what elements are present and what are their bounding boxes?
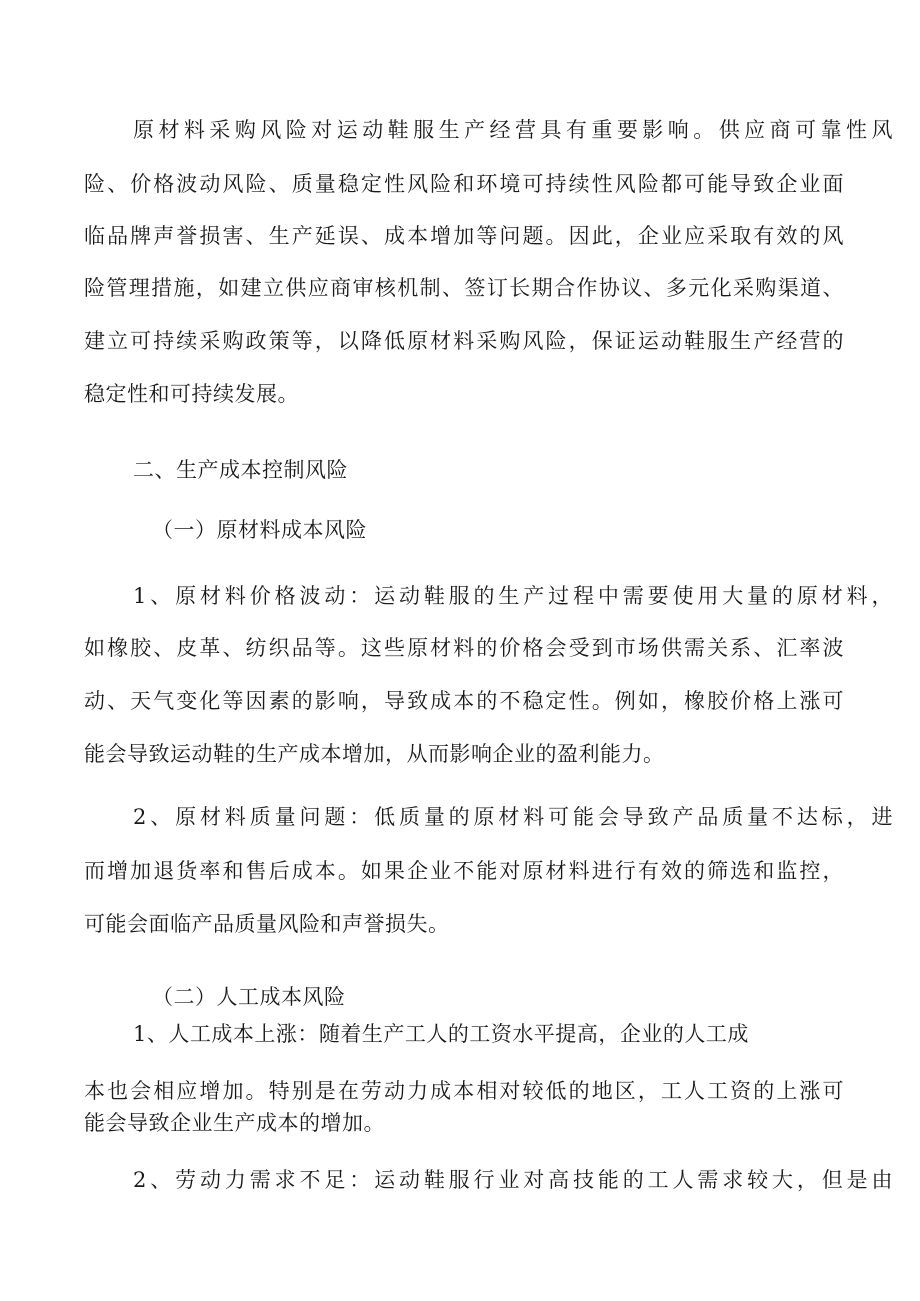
paragraph-line: 临品牌声誉损害、生产延误、成本增加等问题。因此，企业应采取有效的风 — [84, 224, 844, 248]
paragraph-line: 本也会相应增加。特别是在劳动力成本相对较低的地区，工人工资的上涨可 — [84, 1079, 844, 1103]
section-heading: 二、生产成本控制风险 — [133, 458, 348, 482]
paragraph-line: 原材料采购风险对运动鞋服生产经营具有重要影响。供应商可靠性风 — [133, 118, 893, 142]
subsection-heading: （一）原材料成本风险 — [152, 518, 367, 542]
paragraph-line: 而增加退货率和售后成本。如果企业不能对原材料进行有效的筛选和监控， — [84, 859, 844, 883]
paragraph-line: 1、人工成本上涨：随着生产工人的工资水平提高，企业的人工成 — [133, 1022, 749, 1046]
paragraph-line: 动、天气变化等因素的影响，导致成本的不稳定性。例如，橡胶价格上涨可 — [84, 689, 844, 713]
paragraph-line: 建立可持续采购政策等，以降低原材料采购风险，保证运动鞋服生产经营的 — [84, 329, 844, 353]
paragraph-line: 稳定性和可持续发展。 — [84, 382, 299, 406]
paragraph-line: 2、劳动力需求不足：运动鞋服行业对高技能的工人需求较大，但是由 — [133, 1168, 893, 1192]
paragraph-line: 2、原材料质量问题：低质量的原材料可能会导致产品质量不达标，进 — [133, 805, 893, 829]
paragraph-line: 能会导致企业生产成本的增加。 — [84, 1111, 385, 1135]
paragraph-line: 如橡胶、皮革、纺织品等。这些原材料的价格会受到市场供需关系、汇率波 — [84, 636, 844, 660]
paragraph-line: 险、价格波动风险、质量稳定性风险和环境可持续性风险都可能导致企业面 — [84, 172, 844, 196]
paragraph-line: 1、原材料价格波动：运动鞋服的生产过程中需要使用大量的原材料， — [133, 584, 893, 608]
paragraph-line: 险管理措施，如建立供应商审核机制、签订长期合作协议、多元化采购渠道、 — [84, 276, 844, 300]
subsection-heading: （二）人工成本风险 — [152, 985, 346, 1009]
paragraph-line: 能会导致运动鞋的生产成本增加，从而影响企业的盈利能力。 — [84, 742, 665, 766]
paragraph-line: 可能会面临产品质量风险和声誉损失。 — [84, 912, 450, 936]
